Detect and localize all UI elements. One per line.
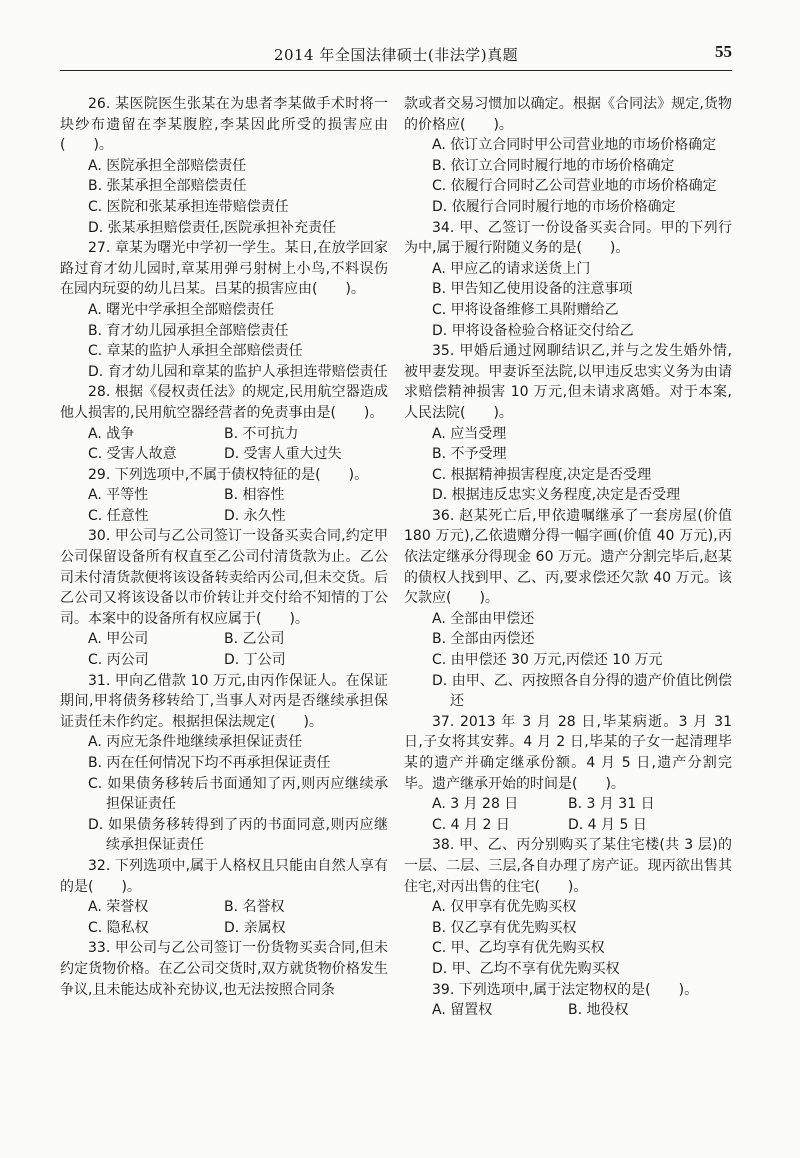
question-33-continued: 款或者交易习惯加以确定。根据《合同法》规定,货物的价格应( )。 (404, 96, 732, 133)
option: B. 相容性 (224, 487, 285, 504)
option: B. 仅乙享有优先购买权 (432, 919, 577, 936)
option: A. 仅甲享有优先购买权 (432, 899, 577, 916)
option: B. 张某承担全部赔偿责任 (88, 178, 247, 195)
option: C. 根据精神损害程度,决定是否受理 (432, 466, 652, 483)
option: A. 甲公司 (88, 631, 149, 648)
option: D. 丁公司 (224, 652, 286, 669)
question-29: 29. 下列选项中,不属于债权特征的是( )。 (88, 466, 369, 483)
option-row (60, 918, 388, 939)
option: C. 甲将设备维修工具附赠给乙 (432, 301, 619, 318)
option-row (404, 794, 732, 815)
question-27: 27. 章某为曙光中学初一学生。某日,在放学回家路过育才幼儿园时,章某用弹弓射树上小鸟,不料误伤在园内玩耍的幼儿吕某。吕某的损害应由( )。 (60, 240, 388, 298)
option: A. 平等性 (88, 487, 149, 504)
option: A. 战争 (88, 425, 135, 442)
option: C. 受害人故意 (88, 446, 177, 463)
option: B. 乙公司 (224, 631, 285, 648)
question-38: 38. 甲、乙、丙分别购买了某住宅楼(共 3 层)的一层、二层、三层,各自办理了房产证。现丙欲出售其住宅,对丙出售的住宅( )。 (404, 837, 732, 895)
option-row (60, 444, 388, 465)
option: D. 亲属权 (224, 919, 286, 936)
option-row (60, 897, 388, 918)
option: B. 依订立合同时履行地的市场价格确定 (432, 157, 675, 174)
question-39: 39. 下列选项中,属于法定物权的是( )。 (432, 981, 699, 998)
option: A. 甲应乙的请求送货上门 (432, 260, 591, 277)
option: D. 如果债务移转得到了丙的书面同意,则丙应继续承担保证责任 (88, 816, 388, 854)
option: B. 甲告知乙使用设备的注意事项 (432, 281, 633, 298)
option: D. 由甲、乙、丙按照各自分得的遗产价值比例偿还 (432, 672, 732, 710)
option: B. 名誉权 (224, 899, 285, 916)
option: C. 丙公司 (88, 652, 149, 669)
question-33: 33. 甲公司与乙公司签订一份货物买卖合同,但未约定货物价格。在乙公司交货时,双方就货物价格发生争议,且未能达成补充协议,也无法按照合同条 (60, 940, 388, 998)
option: D. 永久性 (224, 507, 286, 524)
question-26: 26. 某医院医生张某在为患者李某做手术时将一块纱布遗留在李某腹腔,李某因此所受的损害应由( )。 (60, 96, 388, 154)
question-30: 30. 甲公司与乙公司签订一设备买卖合同,约定甲公司保留设备所有权直至乙公司付清货款为止。乙公司未付清货款便将该设备转卖给丙公司,但未交货。后乙公司又将该设备以市价转让并交付给不知情的丁公司。本案中的设备所有权应属于( )。 (60, 528, 388, 627)
option: C. 任意性 (88, 507, 149, 524)
option: C. 章某的监护人承担全部赔偿责任 (88, 343, 303, 360)
option: A. 医院承担全部赔偿责任 (88, 157, 247, 174)
question-31: 31. 甲向乙借款 10 万元,由丙作保证人。在保证期间,甲将债务移转给丁,当事人对丙是否继续承担保证责任未作约定。根据担保法规定( )。 (60, 672, 388, 730)
option: C. 依履行合同时乙公司营业地的市场价格确定 (432, 178, 717, 195)
option-row (60, 485, 388, 506)
question-34: 34. 甲、乙签订一份设备买卖合同。甲的下列行为中,属于履行附随义务的是( )。 (404, 219, 732, 257)
option-row (60, 650, 388, 671)
question-35: 35. 甲婚后通过网聊结识乙,并与之发生婚外情,被甲妻发现。甲妻诉至法院,以甲违反忠实义务为由请求赔偿精神损害 10 万元,但未请求离婚。对于本案,人民法院( )。 (404, 343, 732, 421)
option: A. 应当受理 (432, 425, 507, 442)
option: A. 依订立合同时甲公司营业地的市场价格确定 (432, 137, 717, 154)
option: B. 不可抗力 (224, 425, 299, 442)
question-37: 37. 2013 年 3 月 28 日,毕某病逝。3 月 31 日,子女将其安葬。4 月 2 日,毕某的子女一起清理毕某的遗产并确定继承份额。4 月 5 日,遗产分割完毕。遗产继承开始的时间是( )。 (404, 713, 732, 792)
option: B. 不予受理 (432, 446, 507, 463)
option: D. 育才幼儿园和章某的监护人承担连带赔偿责任 (88, 363, 388, 380)
option: B. 地役权 (568, 1002, 629, 1019)
option: A. 留置权 (432, 1002, 493, 1019)
running-title: 2014 年全国法律硕士(非法学)真题 (273, 46, 519, 64)
option: C. 医院和张某承担连带赔偿责任 (88, 198, 289, 215)
option: A. 曙光中学承担全部赔偿责任 (88, 301, 275, 318)
option: A. 丙应无条件地继续承担保证责任 (88, 734, 303, 751)
option: C. 由甲偿还 30 万元,丙偿还 10 万元 (432, 652, 663, 669)
option-row (60, 506, 388, 527)
option: B. 育才幼儿园承担全部赔偿责任 (88, 322, 289, 339)
option: D. 4 月 5 日 (568, 816, 647, 833)
option-row (60, 629, 388, 650)
option: C. 如果债务移转后书面通知了丙,则丙应继续承担保证责任 (88, 775, 388, 813)
option: C. 甲、乙均享有优先购买权 (432, 940, 605, 957)
option-row (60, 424, 388, 445)
option: D. 甲将设备检验合格证交付给乙 (432, 322, 634, 339)
right-column (404, 94, 732, 1021)
page-number: 55 (715, 42, 732, 61)
option: A. 荣誉权 (88, 899, 149, 916)
option: B. 丙在任何情况下均不再承担保证责任 (88, 755, 331, 771)
option: B. 全部由丙偿还 (432, 631, 535, 648)
option: D. 根据违反忠实义务程度,决定是否受理 (432, 487, 681, 504)
question-28: 28. 根据《侵权责任法》的规定,民用航空器造成他人损害的,民用航空器经营者的免责事由是( )。 (60, 384, 388, 421)
option: B. 3 月 31 日 (568, 796, 655, 813)
option: A. 3 月 28 日 (432, 796, 519, 813)
option: C. 隐私权 (88, 919, 149, 936)
option: D. 甲、乙均不享有优先购买权 (432, 960, 620, 977)
question-36: 36. 赵某死亡后,甲依遗嘱继承了一套房屋(价值 180 万元),乙依遗赠分得一幅字画(价值 40 万元),丙依法定继承分得现金 60 万元。遗产分割完毕后,赵某的债权人找到甲、乙、丙,要求偿还欠款 40 万元。该欠款应( )。 (404, 507, 732, 607)
left-column (60, 94, 388, 1000)
option-row (404, 1000, 732, 1021)
question-32: 32. 下列选项中,属于人格权且只能由自然人享有的是( )。 (60, 857, 388, 895)
header-rule (60, 70, 732, 71)
option: C. 4 月 2 日 (432, 816, 510, 833)
option-row (404, 815, 732, 836)
option: A. 全部由甲偿还 (432, 610, 535, 627)
option: D. 张某承担赔偿责任,医院承担补充责任 (88, 219, 337, 236)
option: D. 受害人重大过失 (224, 446, 342, 463)
option: D. 依履行合同时履行地的市场价格确定 (432, 198, 676, 215)
page-header (60, 0, 732, 78)
